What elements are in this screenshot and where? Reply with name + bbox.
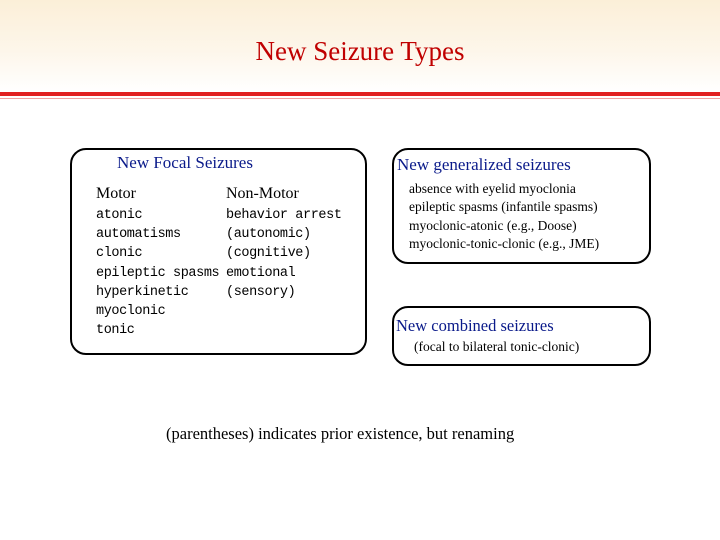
- motor-heading: Motor: [96, 185, 136, 202]
- non-motor-heading: Non-Motor: [226, 185, 299, 202]
- footnote: (parentheses) indicates prior existence, but renaming: [166, 424, 515, 443]
- motor-list: [96, 206, 219, 340]
- slide-title: New Seizure Types: [255, 36, 465, 66]
- list-item: (cognitive): [226, 246, 311, 262]
- combined-seizures-detail: (focal to bilateral tonic-clonic): [414, 339, 580, 354]
- list-item: automatisms: [96, 227, 181, 243]
- list-item: (autonomic): [226, 227, 311, 243]
- list-item: hyperkinetic: [96, 284, 189, 300]
- list-item: epileptic spasms (infantile spasms): [409, 199, 598, 215]
- title-divider: [0, 92, 720, 96]
- list-item: myoclonic-atonic (e.g., Doose): [409, 217, 577, 233]
- list-item: myoclonic-tonic-clonic (e.g., JME): [409, 236, 600, 252]
- combined-seizures-title: New combined seizures: [396, 316, 554, 335]
- list-item: absence with eyelid myoclonia: [409, 181, 576, 196]
- list-item: (sensory): [226, 284, 296, 300]
- list-item: emotional: [226, 265, 296, 281]
- list-item: atonic: [96, 208, 143, 223]
- list-item: clonic: [96, 246, 143, 262]
- generalized-seizures-title: New generalized seizures: [397, 155, 571, 174]
- title-divider-thin: [0, 98, 720, 99]
- generalized-list: [409, 180, 599, 254]
- focal-seizures-title: New Focal Seizures: [117, 153, 253, 172]
- list-item: behavior arrest: [226, 208, 342, 223]
- list-item: myoclonic: [96, 304, 166, 320]
- combined-seizures-box: [392, 306, 651, 366]
- list-item: tonic: [96, 323, 135, 339]
- non-motor-list: [226, 206, 342, 302]
- list-item: epileptic spasms: [96, 265, 220, 281]
